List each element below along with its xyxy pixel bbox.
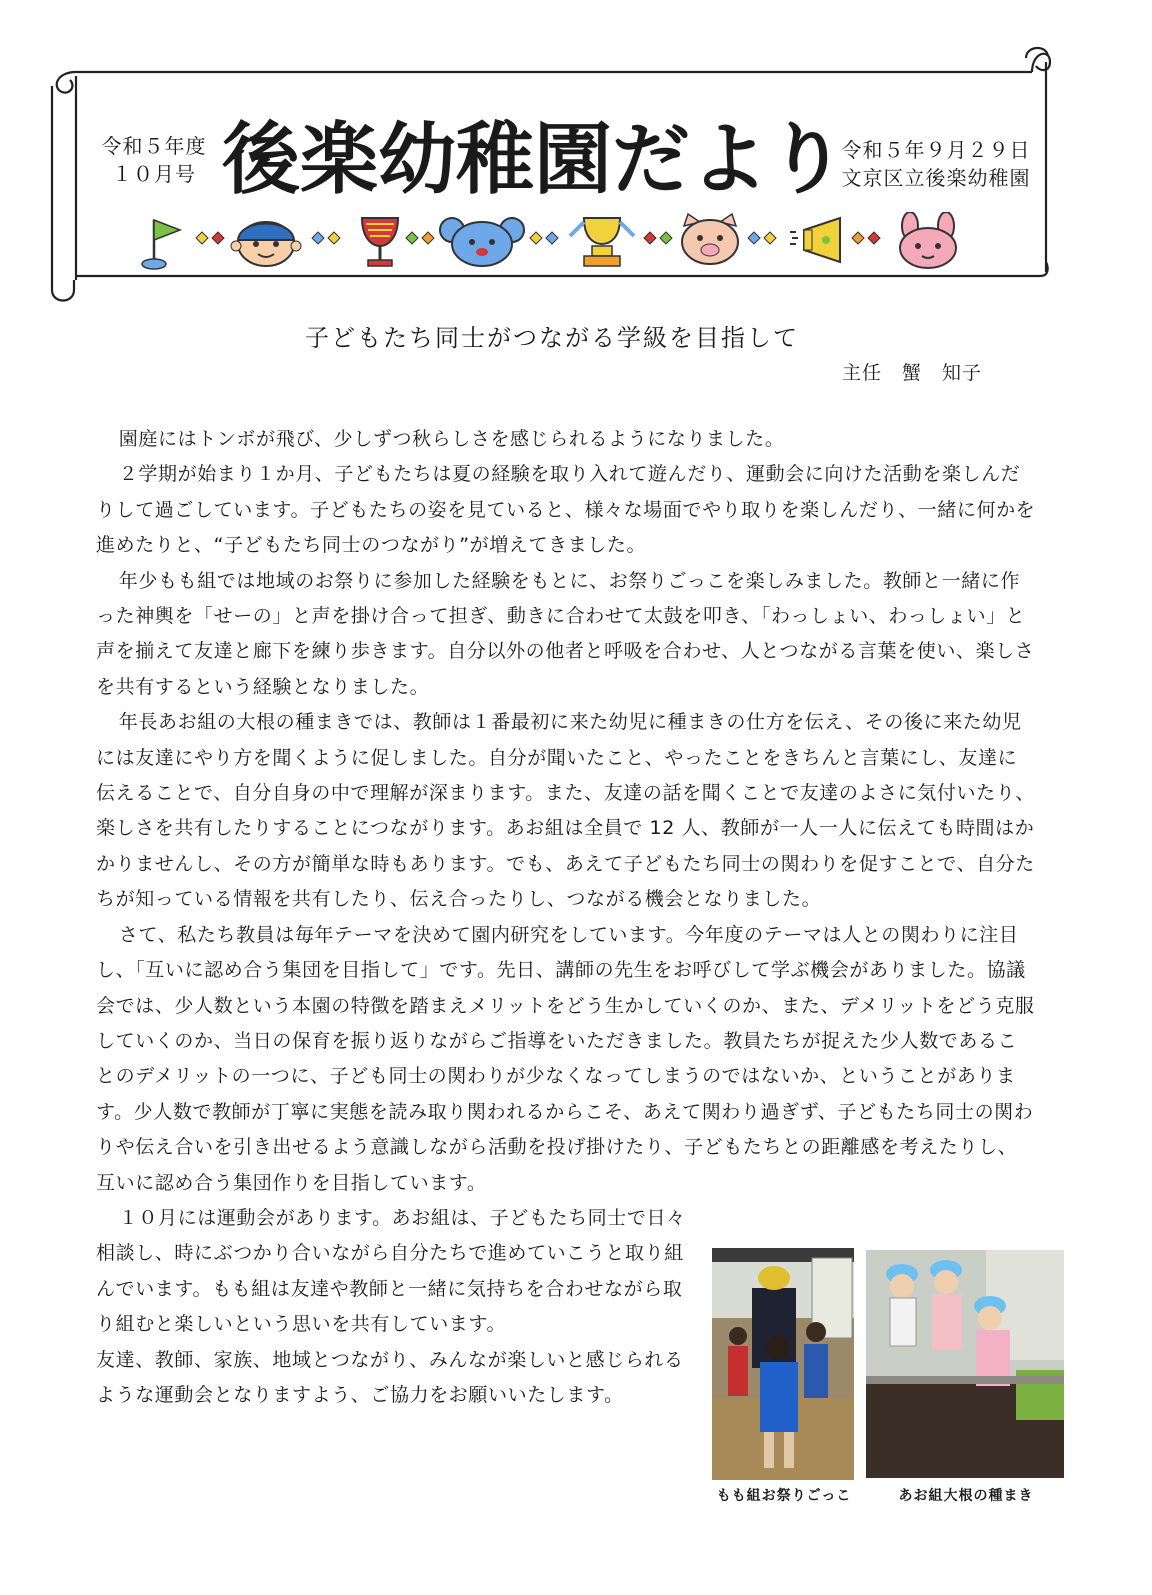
diamond-icon [530,232,558,244]
issue-meta [836,136,1036,192]
diamond-icon [748,232,776,244]
rabbit-face-icon [900,212,956,268]
photo-radish-sowing [866,1250,1064,1478]
article-title: 子どもたち同士がつながる学級を目指して [305,324,799,352]
pig-face-icon [682,214,738,264]
decorative-icon-row [140,212,980,272]
paragraph: 園庭にはトンボが飛び、少しずつ秋らしさを感じられるようになりました。 [118,428,785,450]
newsletter-title: 後楽幼稚園だより [222,115,847,205]
paragraph: 年長あお組の大根の種まきでは、教師は１番最初に来た幼児に種まきの仕方を伝え、その後に来た幼児には友達にやり方を聞くように促しました。自分が聞いたこと、やったことをきちんと言葉にし、友達に伝えることで、自分自身の中で理解が深まります。また、友達の話を聞くことで友達のよさに気付いたり、楽しさを共有したりすることにつながります。あお組は全員で 12 人、教師が一人一人に伝えても時間はかかりませんし、その方が簡単な時もあります。でも、あえて子どもたち同士の関わりを促すことで、自分たちが知っている情報を共有したり、伝え合ったりし、つながる機会となりました。 [96,711,1035,911]
photo-festival-play [712,1248,854,1480]
issue-number: １０月号 [112,162,196,186]
paragraph: 友達、教師、家族、地域とつながり、みんなが楽しいと感じられるような運動会となりますよう、ご協力をお願いいたします。 [96,1348,684,1406]
diamond-icon [644,232,672,244]
school-name: 文京区立後楽幼稚園 [841,166,1031,190]
paragraph: １０月には運動会があります。あお組は、子どもたち同士で日々相談し、時にぶつかり合いながら自分たちで進めていこうと取り組んでいます。もも組は友達や教師と一緒に気持ちを合わせながら取り組むと楽しいという思いを共有しています。 [96,1206,686,1336]
issue-year: 令和５年度 [101,134,207,158]
paragraph: ２学期が始まり１か月、子どもたちは夏の経験を取り入れて遊んだり、運動会に向けた活動を楽しんだりして過ごしています。子どもたちの姿を見ていると、様々な場面でやり取りを楽しんだり、一緒に何かを進めたりと、“子どもたち同士のつながり”が増えてきました。 [96,463,1036,557]
trophy-cup-icon [362,218,398,266]
diamond-icon [406,232,434,244]
issue-info [96,132,212,188]
megaphone-icon [790,218,840,262]
photo-caption: もも組お祭りごっこ [716,1488,852,1504]
diamond-icon [312,232,340,244]
mouse-face-icon [440,218,524,266]
medal-trophy-icon [570,218,634,266]
boy-face-icon [231,222,301,266]
paragraph: さて、私たち教員は毎年テーマを決めて園内研究をしています。今年度のテーマは人との関わりに注目し、「互いに認め合う集団を目指して」です。先日、講師の先生をお呼びして学ぶ機会がありました。協議会では、少人数という本園の特徴を踏まえメリットをどう生かしていくのか、また、デメリットをどう克服していくのか、当日の保育を振り返りながらご指導をいただきました。教員たちが捉えた少人数であることのデメリットの一つに、子ども同士の関わりが少なくなってしまうのではないか、ということがあります。少人数で教師が丁寧に実態を読み取り関われるからこそ、あえて関わり過ぎず、子どもたち同士の関わりや伝え合いを引き出せるよう意識しながら活動を投げ掛けたり、子どもたちとの距離感を考えたりし、互いに認め合う集団作りを目指しています。 [96,923,1035,1194]
paragraph: 年少もも組では地域のお祭りに参加した経験をもとに、お祭りごっこを楽しみました。教師と一緒に作った神輿を「せーの」と声を掛け合って担ぎ、動きに合わせて太鼓を叩き、「わっしょい、わっしょい」と声を揃えて友達と廊下を練り歩きます。自分以外の他者と呼吸を合わせ、人とつながる言葉を使い、楽しさを共有するという経験となりました。 [96,569,1035,698]
diamond-icon [196,232,224,244]
article-author: 主任 蟹 知子 [842,362,983,384]
flag-icon [142,220,180,269]
issue-date: 令和５年９月２９日 [841,138,1031,162]
photo-caption: あお組大根の種まき [898,1488,1034,1504]
diamond-icon [852,232,880,244]
